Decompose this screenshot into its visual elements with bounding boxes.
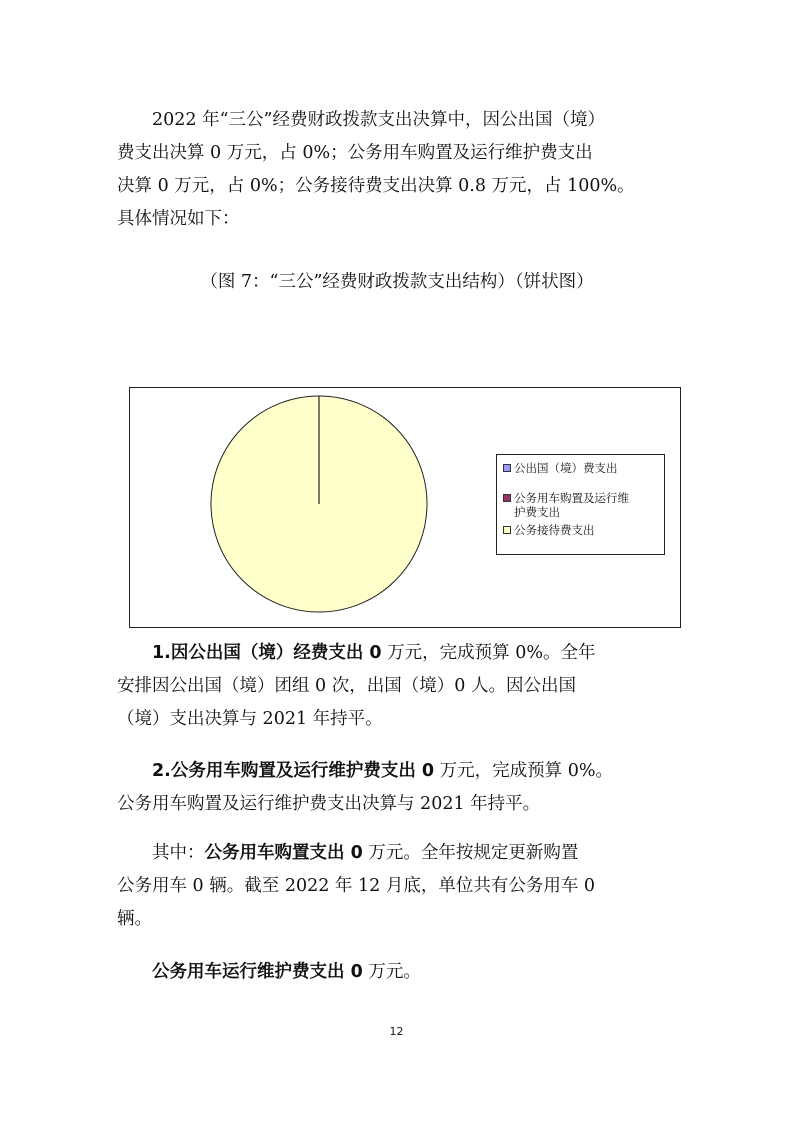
legend-label-vehicle-line-1: 公务用车购置及运行维 [514, 491, 629, 505]
section-3-heading: 公务用车购置支出 0 [204, 843, 363, 863]
chart-legend [496, 454, 665, 555]
section-1-line-1 [117, 637, 677, 670]
section-1-heading: 1.因公出国（境）经费支出 0 [152, 643, 382, 663]
section-2-line-1 [117, 755, 677, 788]
page-number: 12 [389, 1025, 404, 1038]
legend-label-overseas: 公出国（境）费支出 [514, 461, 618, 475]
section-2-heading: 2.公务用车购置及运行维护费支出 0 [152, 761, 435, 781]
pie-chart-frame [129, 387, 681, 628]
section-1-line-3: （境）支出决算与 2021 年持平。 [117, 709, 383, 729]
intro-paragraph [117, 104, 677, 236]
section-4-line-1 [117, 956, 677, 989]
section-3-line-1 [117, 837, 677, 870]
section-3-paragraph [117, 837, 677, 936]
legend-label-vehicle-line-2: 护费支出 [514, 505, 560, 519]
section-4-line-1-text: 万元。 [362, 962, 421, 982]
section-3-line-2: 公务用车 0 辆。截至 2022 年 12 月底，单位共有公务用车 0 [117, 876, 596, 896]
legend-label-reception: 公务接待费支出 [514, 523, 595, 537]
legend-swatch-overseas [503, 464, 511, 472]
section-1-line-1-text: 万元，完成预算 0%。全年 [381, 643, 596, 663]
section-4-heading: 公务用车运行维护费支出 0 [152, 962, 363, 982]
section-3-prefix: 其中： [152, 843, 205, 863]
legend-label-vehicle [514, 491, 664, 519]
section-2-line-2: 公务用车购置及运行维护费支出决算与 2021 年持平。 [117, 794, 541, 814]
intro-line-2: 费支出决算 0 万元，占 0%；公务用车购置及运行维护费支出 [117, 143, 593, 163]
intro-line-3: 决算 0 万元，占 0%；公务接待费支出决算 0.8 万元，占 100%。 [117, 176, 635, 196]
section-2-paragraph [117, 755, 677, 821]
section-3-line-1-text: 万元。全年按规定更新购置 [362, 843, 579, 863]
section-3-line-3: 辆。 [117, 909, 152, 929]
figure-caption: （图 7：“三公”经费财政拨款支出结构）（饼状图） [200, 272, 594, 292]
section-2-line-1-text: 万元，完成预算 0%。 [434, 761, 613, 781]
section-1-line-2: 安排因公出国（境）团组 0 次，出国（境）0 人。因公出国 [117, 676, 576, 696]
legend-swatch-vehicle [503, 494, 511, 502]
section-1-paragraph [117, 637, 677, 736]
intro-line-4: 具体情况如下： [117, 209, 240, 229]
section-4-paragraph [117, 956, 677, 989]
legend-swatch-reception [503, 526, 511, 534]
intro-line-1: 2022 年“三公”经费财政拨款支出决算中，因公出国（境） [152, 110, 605, 130]
